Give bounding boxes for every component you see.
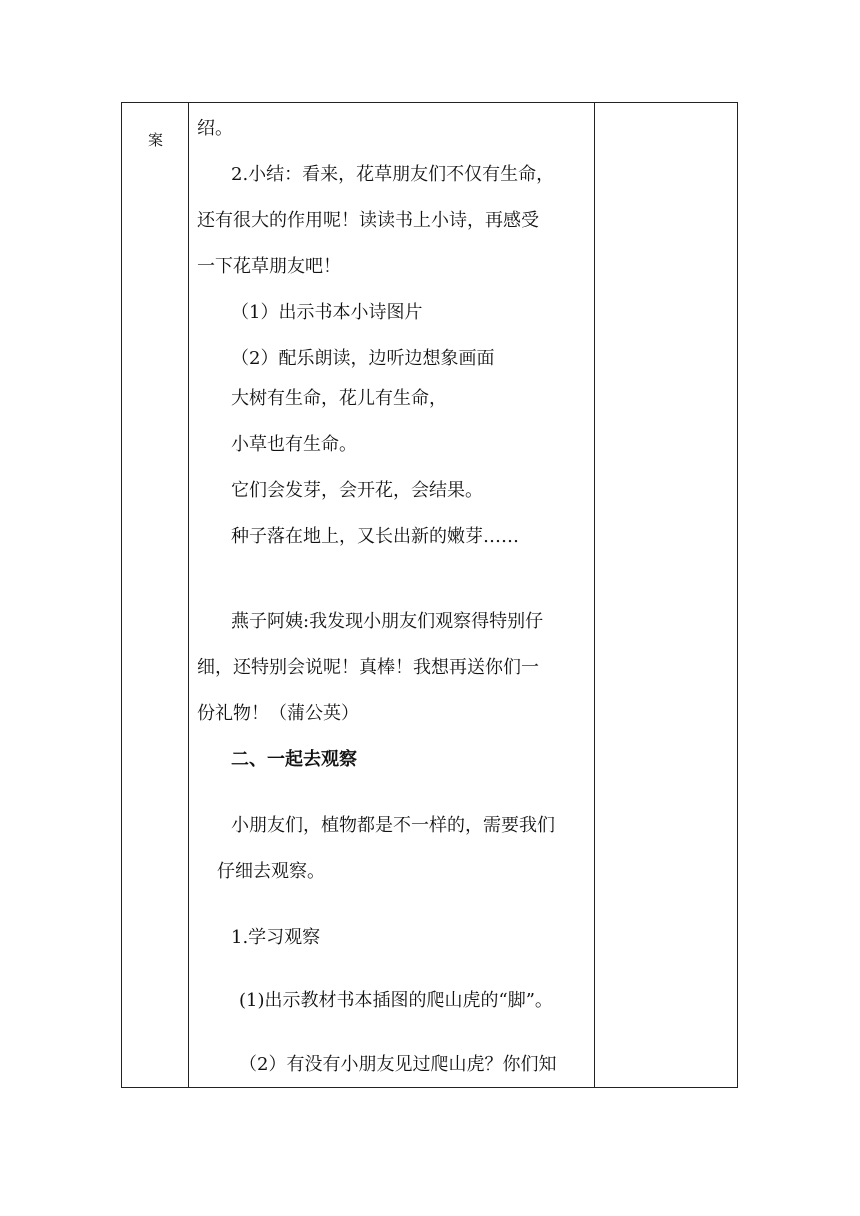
left-cell-label: 案 [147,131,163,149]
content-line: 它们会发芽，会开花，会结果。 [231,480,483,501]
content-line: 2.小结：看来，花草朋友们不仅有生命， [231,164,555,185]
content-line: 小草也有生命。 [231,434,357,455]
content-line: （1）出示书本小诗图片 [231,302,423,323]
content-line: 燕子阿姨:我发现小朋友们观察得特别仔 [231,611,544,632]
content-line: 仔细去观察。 [217,861,325,882]
content-line: 份礼物！（蒲公英） [197,703,359,724]
content-line: 绍。 [197,118,233,139]
content-line: （2）配乐朗读，边听边想象画面 [231,348,495,369]
notes-cell [595,103,739,1087]
content-line: （2）有没有小朋友见过爬山虎？你们知 [239,1054,557,1075]
content-line: 小朋友们，植物都是不一样的，需要我们 [231,815,555,836]
content-line: 细，还特别会说呢！真棒！我想再送你们一 [197,657,539,678]
content-line: 种子落在地上，又长出新的嫩芽…… [231,526,519,547]
content-line: 一下花草朋友吧！ [197,256,341,277]
content-line: 1.学习观察 [231,927,321,948]
content-line: 大树有生命，花儿有生命， [231,388,447,409]
section-heading: 二、一起去观察 [231,749,357,770]
content-line: 还有很大的作用呢！读读书上小诗，再感受 [197,210,539,231]
column-divider-1 [188,103,189,1087]
lesson-plan-table [121,102,738,1088]
content-line: (1)出示教材书本插图的爬山虎的“脚”。 [239,990,553,1011]
